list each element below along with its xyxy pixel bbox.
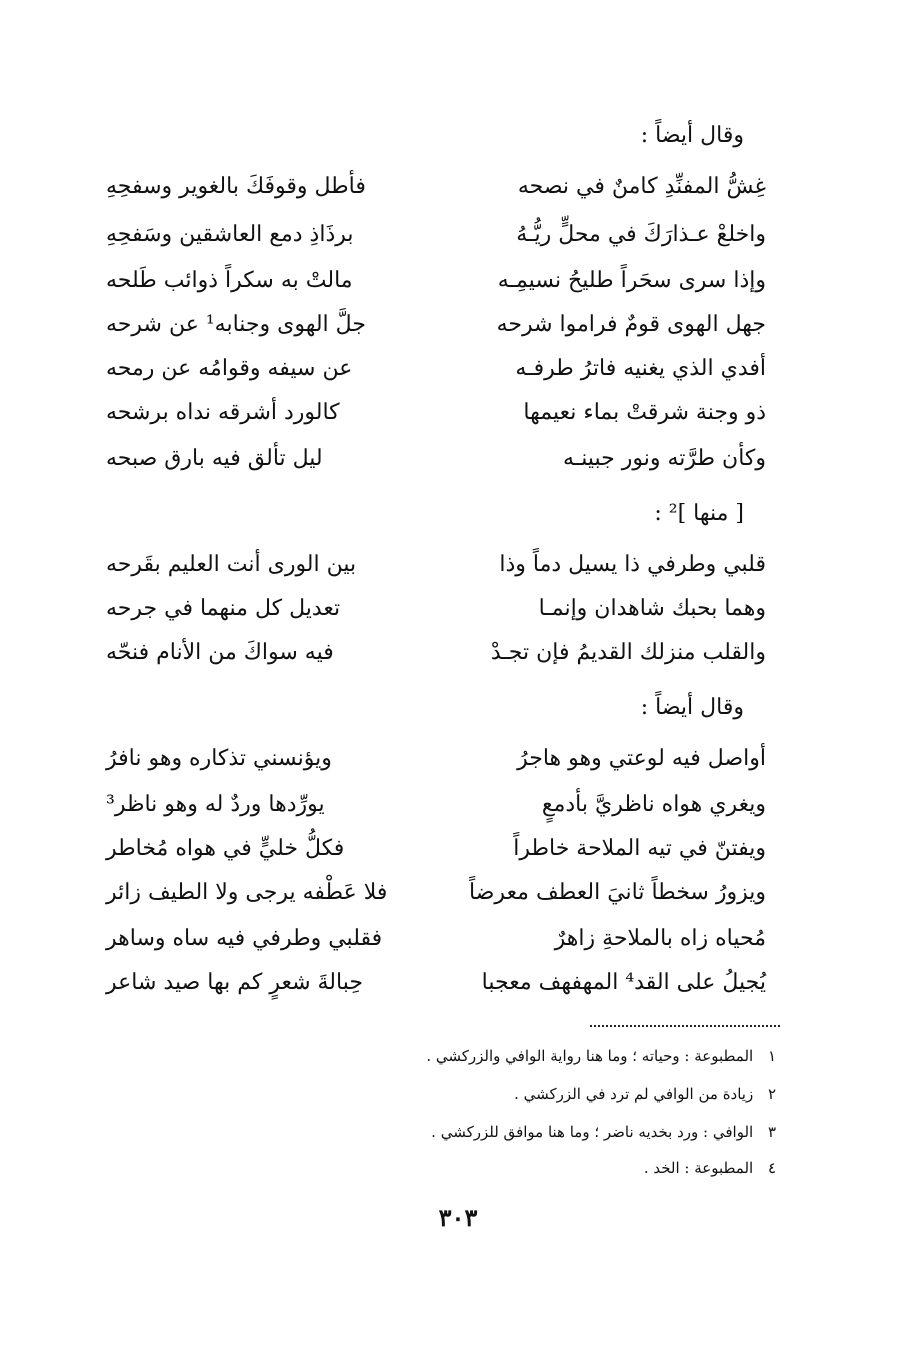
verse-second-hemistich: فقلبي وطرفي فيه ساه وساهر <box>106 925 383 951</box>
verse-first-hemistich: يُجيلُ على القد⁴ المهفهف معجبا <box>481 969 766 995</box>
footnote-text: المطبوعة : وحياته ؛ وما هنا رواية الوافي والزركشي . <box>426 1047 754 1065</box>
verse-first-hemistich: ويفتنّ في تيه الملاحة خاطراً <box>513 835 766 861</box>
footnote <box>514 1080 776 1108</box>
verse-second-hemistich: عن سيفه وقوامُه عن رمحه <box>106 355 353 381</box>
poem-intro: وقال أيضاً : <box>640 123 744 148</box>
verse-first-hemistich: أواصل فيه لوعتي وهو هاجرُ <box>517 745 766 771</box>
verse-second-hemistich: ليل تألق فيه بارق صبحه <box>106 445 323 471</box>
verse-line <box>106 782 766 826</box>
verse-second-hemistich: كالورد أشرقه نداه برشحه <box>106 399 340 425</box>
verse-line <box>106 542 766 586</box>
footnote <box>431 1118 776 1146</box>
verse-second-hemistich: بين الورى أنت العليم بقَرحه <box>106 551 357 577</box>
footnote-number: ٣ <box>767 1123 776 1141</box>
footnote-text: الوافي : ورد بخديه ناضر ؛ وما هنا موافق للزركشي . <box>431 1123 754 1141</box>
verse-first-hemistich: جهل الهوى قومٌ فراموا شرحه <box>496 311 766 337</box>
footnote <box>644 1154 776 1182</box>
verse-first-hemistich: وكأن طرَّته ونور جبينـه <box>563 445 766 471</box>
verse-first-hemistich: أفدي الذي يغنيه فاترُ طرفـه <box>515 355 766 381</box>
verse-line <box>106 826 766 870</box>
verse-second-hemistich: تعديل كل منهما في جرحه <box>106 595 341 621</box>
footnote-number: ٤ <box>767 1159 776 1177</box>
verse-second-hemistich: فلا عَطْفه يرجى ولا الطيف زائر <box>106 879 388 905</box>
verse-first-hemistich: قلبي وطرفي ذا يسيل دماً وذا <box>499 551 766 577</box>
poem-intro: [ منها ]² : <box>654 501 744 526</box>
verse-second-hemistich: ويؤنسني تذكاره وهو نافرُ <box>106 745 332 771</box>
verse-first-hemistich: والقلب منزلك القديمُ فإن تجـدْ <box>490 639 766 665</box>
verse-second-hemistich: فكلُّ خليٍّ في هواه مُخاطر <box>106 835 345 861</box>
verse-second-hemistich: فأطل وقوفَكَ بالغوير وسفحِهِ <box>106 173 366 199</box>
footnote-number: ٢ <box>767 1085 776 1103</box>
verse-second-hemistich: حِبالةَ شعرٍ كم بها صيد شاعر <box>106 969 363 995</box>
verse-first-hemistich: ويغري هواه ناظريَّ بأدمعٍ <box>541 791 766 817</box>
footnote-text: زيادة من الوافي لم ترد في الزركشي . <box>514 1085 754 1103</box>
verse-line <box>106 346 766 390</box>
page-number: ٣٠٣ <box>438 1203 478 1232</box>
verse-first-hemistich: واخلعْ عـذارَكَ في محلٍّ ريُّـهُ <box>516 221 766 247</box>
verse-second-hemistich: برذَاذِ دمع العاشقين وسَفحِهِ <box>106 221 354 247</box>
footnote <box>426 1042 776 1070</box>
verse-first-hemistich: وإذا سرى سحَراً طليحُ نسيمِـه <box>497 267 766 293</box>
verse-line <box>106 258 766 302</box>
verse-second-hemistich: مالتْ به سكراً ذوائب طَلحه <box>106 267 353 293</box>
verse-line <box>106 302 766 346</box>
verse-line <box>106 436 766 480</box>
verse-line <box>106 212 766 256</box>
verse-line <box>106 164 766 208</box>
verse-line <box>106 960 766 1004</box>
verse-line <box>106 870 766 914</box>
verse-first-hemistich: مُحياه زاه بالملاحةِ زاهرٌ <box>554 925 766 951</box>
verse-first-hemistich: ويزورُ سخطاً ثانيَ العطف معرضاً <box>469 879 766 905</box>
verse-first-hemistich: ذو وجنة شرقتْ بماء نعيمها <box>523 399 766 425</box>
verse-second-hemistich: جلَّ الهوى وجنابه¹ عن شرحه <box>106 311 366 337</box>
verse-line <box>106 736 766 780</box>
poem-intro: وقال أيضاً : <box>640 695 744 720</box>
footnote-separator <box>590 1025 780 1027</box>
footnote-text: المطبوعة : الخد . <box>643 1159 754 1177</box>
footnote-number: ١ <box>767 1047 776 1065</box>
verse-line <box>106 390 766 434</box>
verse-second-hemistich: يورِّدها وردٌ له وهو ناظر³ <box>106 791 325 817</box>
verse-line <box>106 916 766 960</box>
verse-first-hemistich: غِشُّ المفنِّدِ كامنٌ في نصحه <box>517 173 766 199</box>
verse-first-hemistich: وهما بحبك شاهدان وإنمـا <box>538 595 766 621</box>
verse-line <box>106 586 766 630</box>
verse-second-hemistich: فيه سواكَ من الأنام فنحّه <box>106 639 334 665</box>
verse-line <box>106 630 766 674</box>
